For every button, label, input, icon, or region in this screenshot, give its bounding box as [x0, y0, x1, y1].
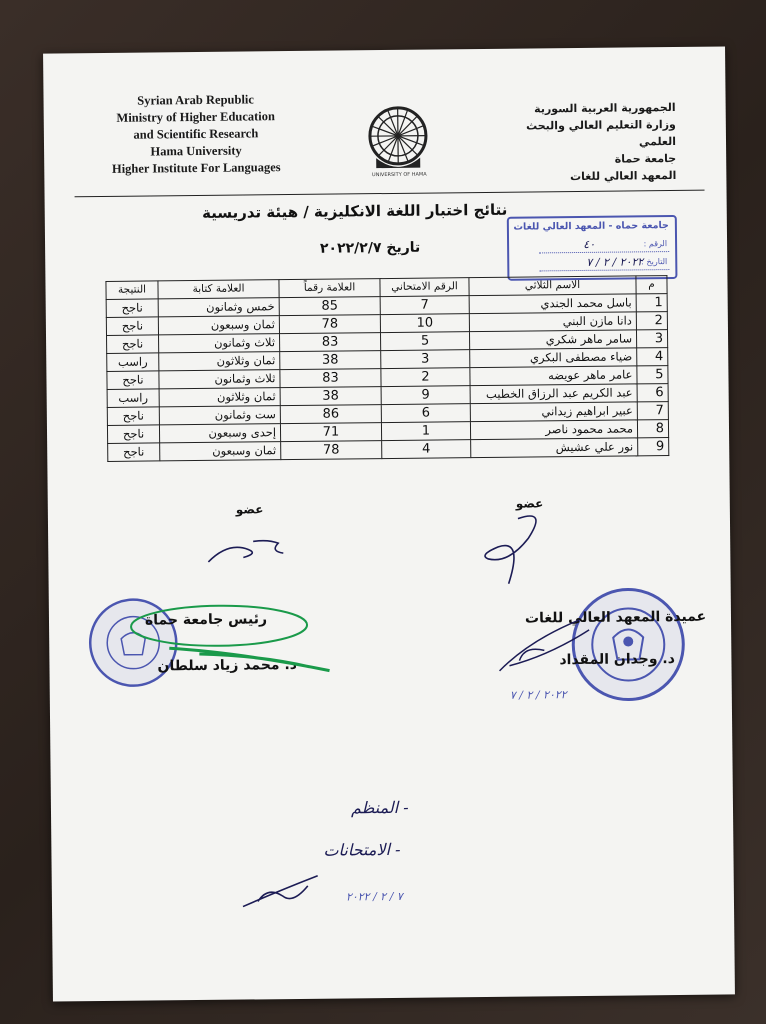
col-header-grade-words: العلامة كتابة [158, 280, 279, 299]
cell-grade-number: 78 [281, 441, 382, 460]
cell-name: محمد محمود ناصر [470, 420, 637, 440]
stamp-number-value: ٤٠ [583, 237, 596, 251]
cell-exam-number: 6 [381, 404, 470, 423]
cell-index: 9 [638, 438, 669, 456]
cell-index: 8 [637, 420, 668, 438]
member-right-signature-icon [468, 508, 559, 589]
ar-line: الجمهورية العربية السورية [534, 100, 676, 116]
cell-grade-words: ثمان وسبعون [158, 316, 279, 335]
member-left-signature-icon [198, 521, 299, 572]
cell-index: 5 [637, 366, 668, 384]
cell-index: 2 [636, 312, 667, 330]
registry-stamp [507, 215, 678, 281]
dean-name: د. وجدان المقداد [559, 651, 675, 669]
english-header [95, 91, 296, 178]
exams-signature-icon [238, 866, 329, 917]
col-header-result: النتيجة [106, 281, 158, 300]
cell-name: نور علي عشيش [471, 438, 638, 458]
cell-index: 7 [637, 402, 668, 420]
cell-grade-number: 86 [280, 405, 381, 424]
dean-signature-icon [489, 610, 600, 681]
col-header-name: الاسم الثلاثي [469, 276, 636, 296]
member-label-left: عضو [235, 502, 264, 517]
dean-date-note: ٢٠٢٢ / ٢ / ٧ [509, 688, 567, 702]
cell-exam-number: 3 [381, 350, 470, 369]
cell-exam-number: 7 [380, 296, 469, 315]
cell-grade-words: ثلاث وثمانون [159, 334, 280, 353]
cell-result: ناجح [107, 371, 159, 390]
cell-name: ضياء مصطفى البكري [470, 348, 637, 368]
member-label-right: عضو [515, 496, 544, 511]
ar-line: المعهد العالي للغات [570, 168, 677, 184]
arabic-header [486, 99, 677, 186]
cell-name: دانا مازن البني [469, 312, 636, 332]
cell-grade-number: 38 [280, 351, 381, 370]
organizer-note: - المنظم [350, 797, 409, 818]
cell-grade-number: 85 [279, 297, 380, 316]
cell-grade-words: ثمان وسبعون [160, 442, 281, 461]
stamp-title: جامعة حماه - المعهد العالي للغات [513, 220, 669, 233]
cell-grade-words: خمس وثمانون [158, 298, 279, 317]
cell-result: ناجح [108, 443, 160, 462]
en-line: and Scientific Research [133, 126, 259, 142]
col-header-index: م [636, 276, 667, 294]
cell-result: ناجح [106, 299, 158, 318]
cell-index: 1 [636, 294, 667, 312]
en-line: Ministry of Higher Education [116, 109, 276, 125]
cell-name: عبير ابراهيم زيداني [470, 402, 637, 422]
cell-grade-words: ثلاث وثمانون [159, 370, 280, 389]
president-green-signature-icon [109, 597, 340, 679]
cell-grade-number: 83 [280, 369, 381, 388]
cell-grade-words: إحدى وسبعون [159, 424, 280, 443]
exams-note: - الامتحانات [323, 839, 401, 860]
cell-index: 4 [637, 348, 668, 366]
cell-exam-number: 5 [380, 332, 469, 351]
en-line: Higher Institute For Languages [111, 160, 281, 176]
president-name: د. محمد زياد سلطان [157, 656, 298, 675]
results-table [105, 275, 669, 462]
ar-line: وزارة التعليم العالي والبحث العلمي [526, 117, 677, 149]
cell-grade-number: 78 [279, 315, 380, 334]
ar-line: جامعة حماة [614, 151, 677, 166]
exams-date-note: ٧ / ٢ / ٢٠٢٢ [345, 889, 403, 904]
cell-result: ناجح [107, 407, 159, 426]
header-divider [75, 190, 705, 198]
cell-result: راسب [107, 353, 159, 372]
cell-name: باسل محمد الجندي [469, 294, 636, 314]
cell-exam-number: 1 [381, 422, 470, 441]
stamp-date-value: ٢٠٢٢ / ٢ / ٧ [586, 255, 644, 269]
stamp-date-label: التاريخ : [641, 257, 668, 267]
cell-grade-number: 71 [280, 423, 381, 442]
document-page [43, 46, 735, 1001]
cell-index: 6 [637, 384, 668, 402]
col-header-exam-number: الرقم الامتحاني [380, 278, 469, 297]
cell-result: ناجح [106, 317, 158, 336]
president-title: رئيس جامعة حماة [144, 611, 268, 629]
cell-name: عامر ماهر عويضه [470, 366, 637, 386]
dean-title: عميدة المعهد العالي للغات [524, 608, 707, 627]
cell-result: ناجح [107, 335, 159, 354]
cell-name: عبد الكريم عبد الرزاق الخطيب [470, 384, 637, 404]
cell-exam-number: 9 [381, 386, 470, 405]
col-header-grade-number: العلامة رقماً [279, 279, 380, 298]
document-date: تاريخ ٢٠٢٢/٢/٧ [319, 239, 421, 257]
en-line: Syrian Arab Republic [137, 92, 254, 108]
cell-grade-number: 38 [280, 387, 381, 406]
cell-result: راسب [107, 389, 159, 408]
stamp-number-label: الرقم : [643, 239, 668, 249]
cell-exam-number: 2 [381, 368, 470, 387]
en-line: Hama University [150, 143, 242, 159]
cell-name: سامر ماهر شكري [469, 330, 636, 350]
cell-exam-number: 10 [380, 314, 469, 333]
cell-index: 3 [636, 330, 667, 348]
page-title: نتائج اختبار اللغة الانكليزية / هيئة تدريسية [201, 200, 508, 222]
cell-grade-words: ست وثمانون [159, 406, 280, 425]
cell-grade-words: ثمان وثلاثون [159, 388, 280, 407]
cell-result: ناجح [107, 425, 159, 444]
cell-exam-number: 4 [382, 440, 471, 459]
cell-grade-words: ثمان وثلاثون [159, 352, 280, 371]
cell-grade-number: 83 [280, 333, 381, 352]
logo-caption: UNIVERSITY OF HAMA [372, 171, 427, 179]
